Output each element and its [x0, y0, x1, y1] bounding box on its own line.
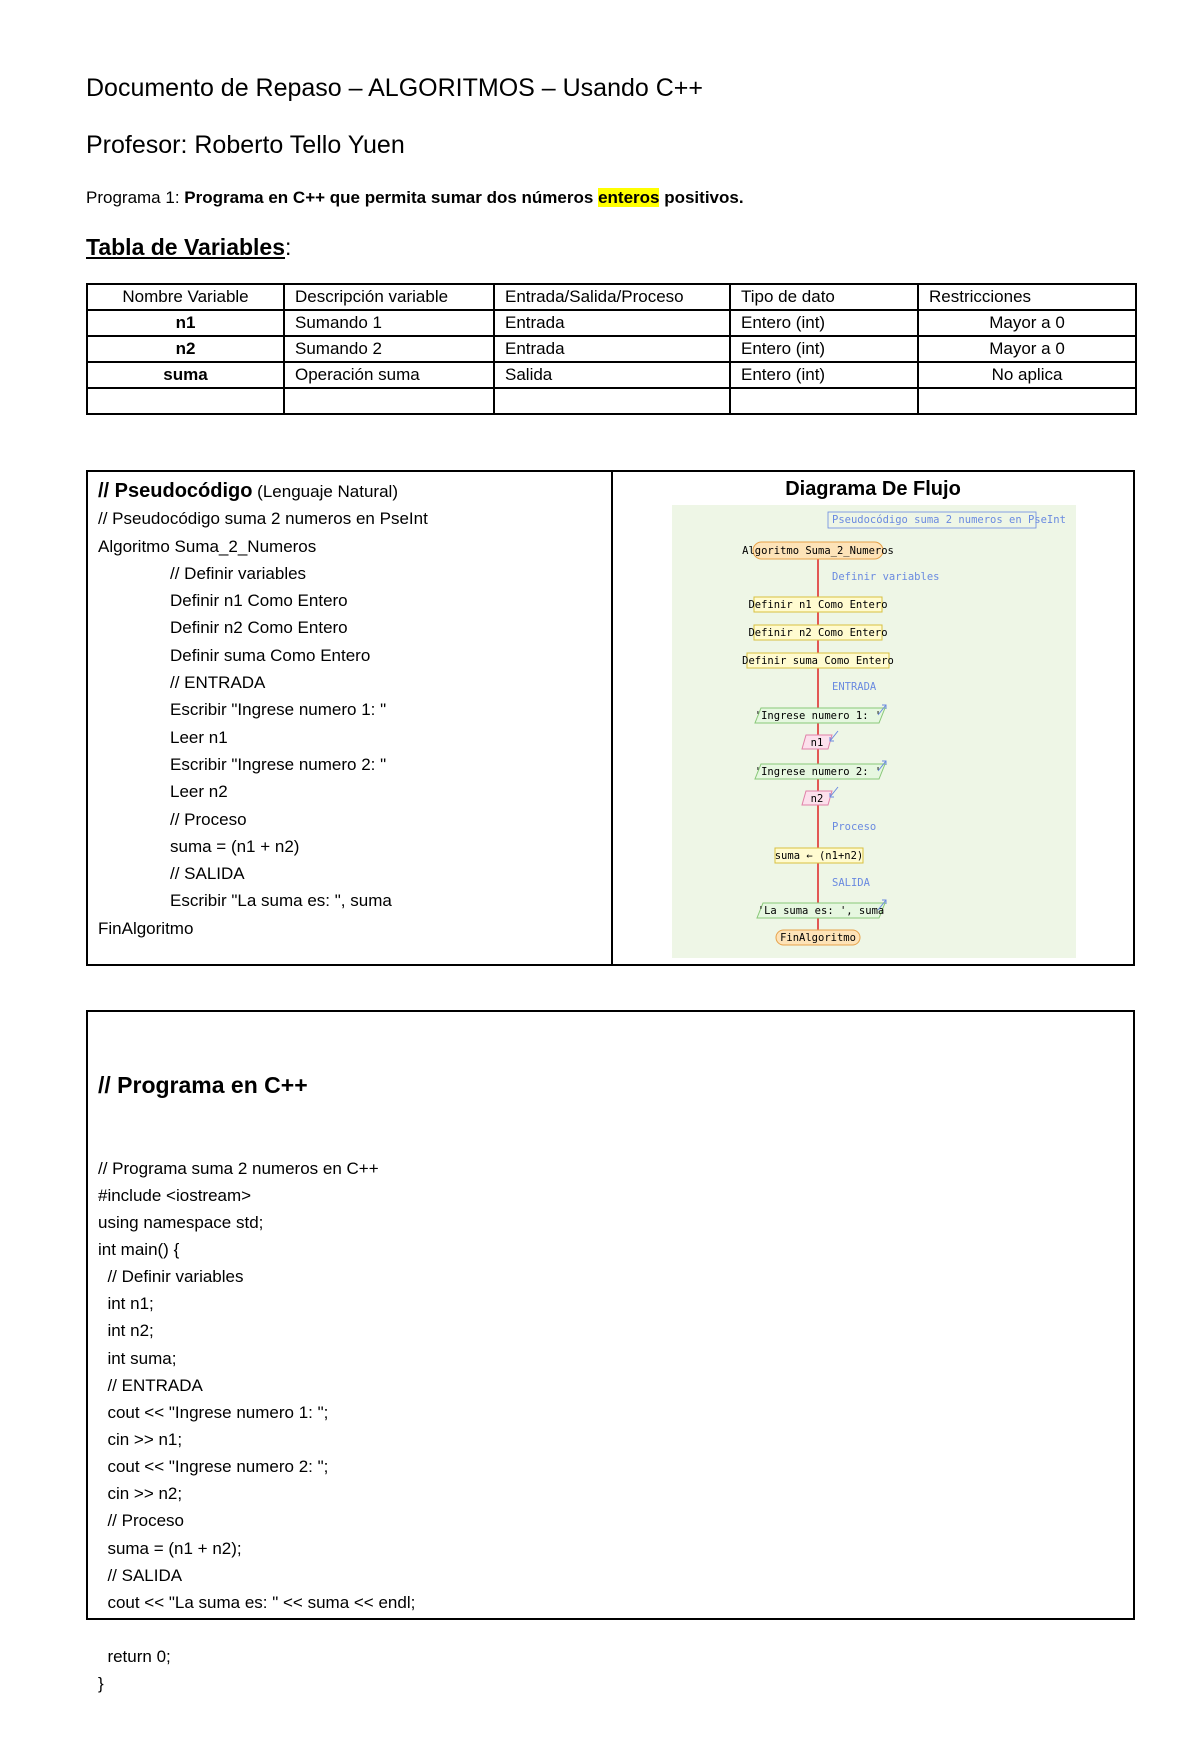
- table-cell: Operación suma: [284, 362, 494, 388]
- cpp-code-lines: [98, 1155, 415, 1698]
- table-cell: [87, 388, 284, 414]
- pseudocode-line: Escribir "Ingrese numero 1: ": [170, 700, 387, 720]
- program-description-1: Programa en C++ que permita sumar dos números: [184, 188, 599, 207]
- code-line: [98, 1616, 415, 1643]
- pseudocode-line: Definir n1 Como Entero: [170, 591, 348, 611]
- pseudocode-panel: [98, 478, 428, 942]
- pseudocode-line: Escribir "La suma es: ", suma: [170, 891, 392, 911]
- cpp-program-box: [86, 1010, 1135, 1694]
- pseudocode-line: suma = (n1 + n2): [170, 836, 300, 856]
- professor-line: Profesor: Roberto Tello Yuen: [86, 131, 405, 159]
- flowchart-comment-top: Pseudocódigo suma 2 numeros en PseInt: [832, 514, 1066, 526]
- cpp-heading: // Programa en C++: [98, 1072, 308, 1099]
- pseudocode-heading-bold: // Pseudocódigo: [98, 480, 253, 502]
- table-cell: Mayor a 0: [918, 336, 1136, 362]
- pseudocode-line: Algoritmo Suma_2_Numeros: [98, 536, 317, 556]
- pseudocode-heading: [98, 478, 428, 505]
- flowchart-define-n2-label: Definir n2 Como Entero: [748, 627, 888, 639]
- program-description-2: positivos.: [659, 188, 744, 207]
- table-row-empty: [87, 388, 1136, 414]
- code-line: int main() {: [98, 1240, 180, 1260]
- pseudocode-line: Definir suma Como Entero: [170, 645, 371, 665]
- variables-table: [86, 283, 1137, 415]
- flowchart-comment-proceso: Proceso: [832, 821, 877, 833]
- code-line: cout << "La suma es: " << suma << endl;: [98, 1592, 416, 1612]
- pseudocode-line: Leer n1: [170, 727, 228, 747]
- variables-heading: [86, 234, 291, 261]
- pseudocode-line: // ENTRADA: [170, 673, 266, 693]
- code-line: using namespace std;: [98, 1212, 264, 1232]
- code-line: }: [98, 1674, 104, 1694]
- pseudocode-line: Escribir "Ingrese numero 2: ": [170, 754, 387, 774]
- program-statement: [86, 188, 744, 208]
- table-cell: [918, 388, 1136, 414]
- variable-name-cell: n1: [87, 310, 284, 336]
- flowchart-define-n1-label: Definir n1 Como Entero: [748, 599, 888, 611]
- flowchart-start-label: Algoritmo Suma_2_Numeros: [742, 545, 894, 557]
- table-cell: Entrada: [494, 310, 730, 336]
- flowchart: [672, 505, 1076, 958]
- document-title: Documento de Repaso – ALGORITMOS – Usando C++: [86, 74, 703, 102]
- table-cell: [284, 388, 494, 414]
- table-cell: [730, 388, 918, 414]
- code-line: int suma;: [98, 1348, 177, 1368]
- pseudocode-line: Leer n2: [170, 782, 228, 802]
- flowchart-input-n2-label: n2: [810, 793, 824, 805]
- flowchart-comment-entrada: ENTRADA: [832, 681, 877, 693]
- code-line: // Programa suma 2 numeros en C++: [98, 1158, 379, 1178]
- table-cell: Entero (int): [730, 362, 918, 388]
- table-cell: Entero (int): [730, 336, 918, 362]
- table-row: [87, 362, 1136, 388]
- pseudocode-line: Definir n2 Como Entero: [170, 618, 348, 638]
- code-line: #include <iostream>: [98, 1185, 252, 1205]
- flowchart-input-n1-label: n1: [810, 737, 824, 749]
- code-line: return 0;: [98, 1647, 171, 1667]
- flowchart-title: Diagrama De Flujo: [785, 478, 961, 500]
- column-header: Descripción variable: [284, 284, 494, 310]
- pseudocode-flowchart-box: [86, 470, 1135, 966]
- variable-name-cell: suma: [87, 362, 284, 388]
- code-line: // SALIDA: [98, 1565, 183, 1585]
- table-cell: Salida: [494, 362, 730, 388]
- table-header-row: [87, 284, 1136, 310]
- cpp-code-panel: [98, 1016, 415, 1752]
- code-line: // Definir variables: [98, 1267, 244, 1287]
- pseudocode-line: // Pseudocódigo suma 2 numeros en PseInt: [98, 509, 428, 529]
- pseudocode-line: // Proceso: [170, 809, 247, 829]
- table-cell: Mayor a 0: [918, 310, 1136, 336]
- variables-title: Tabla de Variables: [86, 234, 286, 260]
- table-cell: Sumando 1: [284, 310, 494, 336]
- flowchart-end-label: FinAlgoritmo: [780, 932, 856, 944]
- code-line: cout << "Ingrese numero 1: ";: [98, 1402, 329, 1422]
- code-line: cin >> n2;: [98, 1484, 183, 1504]
- pseudocode-heading-normal: (Lenguaje Natural): [252, 482, 398, 501]
- code-line: int n1;: [98, 1294, 154, 1314]
- flowchart-output-1-label: 'Ingrese numero 1: ': [754, 710, 882, 722]
- code-line: // Proceso: [98, 1511, 184, 1531]
- table-cell: Sumando 2: [284, 336, 494, 362]
- flowchart-comment-vars: Definir variables: [832, 571, 940, 583]
- code-line: // ENTRADA: [98, 1375, 203, 1395]
- table-cell: Entero (int): [730, 310, 918, 336]
- pseudocode-line: // SALIDA: [170, 864, 245, 884]
- pseudocode-lines: [98, 505, 428, 942]
- variables-colon: :: [285, 234, 292, 260]
- pseudocode-line: // Definir variables: [170, 563, 307, 583]
- flowchart-output-2-label: 'Ingrese numero 2: ': [754, 766, 882, 778]
- code-line: cin >> n1;: [98, 1430, 183, 1450]
- column-header: Restricciones: [918, 284, 1136, 310]
- code-line: int n2;: [98, 1321, 154, 1341]
- column-header: Tipo de dato: [730, 284, 918, 310]
- flowchart-define-suma-label: Definir suma Como Entero: [742, 655, 894, 667]
- table-row: [87, 336, 1136, 362]
- code-line: cout << "Ingrese numero 2: ";: [98, 1457, 329, 1477]
- column-divider: [611, 472, 613, 964]
- table-cell: Entrada: [494, 336, 730, 362]
- program-highlight: enteros: [598, 188, 660, 207]
- pseudocode-line: FinAlgoritmo: [98, 918, 194, 938]
- flowchart-output-3-label: 'La suma es: ', suma: [757, 905, 885, 917]
- column-header: Entrada/Salida/Proceso: [494, 284, 730, 310]
- table-cell: [494, 388, 730, 414]
- table-row: [87, 310, 1136, 336]
- flowchart-comment-salida: SALIDA: [832, 877, 870, 889]
- flowchart-assign-label: suma ← (n1+n2): [774, 850, 864, 862]
- table-cell: No aplica: [918, 362, 1136, 388]
- code-line: suma = (n1 + n2);: [98, 1538, 242, 1558]
- program-prefix: Programa 1:: [86, 188, 185, 207]
- column-header: Nombre Variable: [87, 284, 284, 310]
- variable-name-cell: n2: [87, 336, 284, 362]
